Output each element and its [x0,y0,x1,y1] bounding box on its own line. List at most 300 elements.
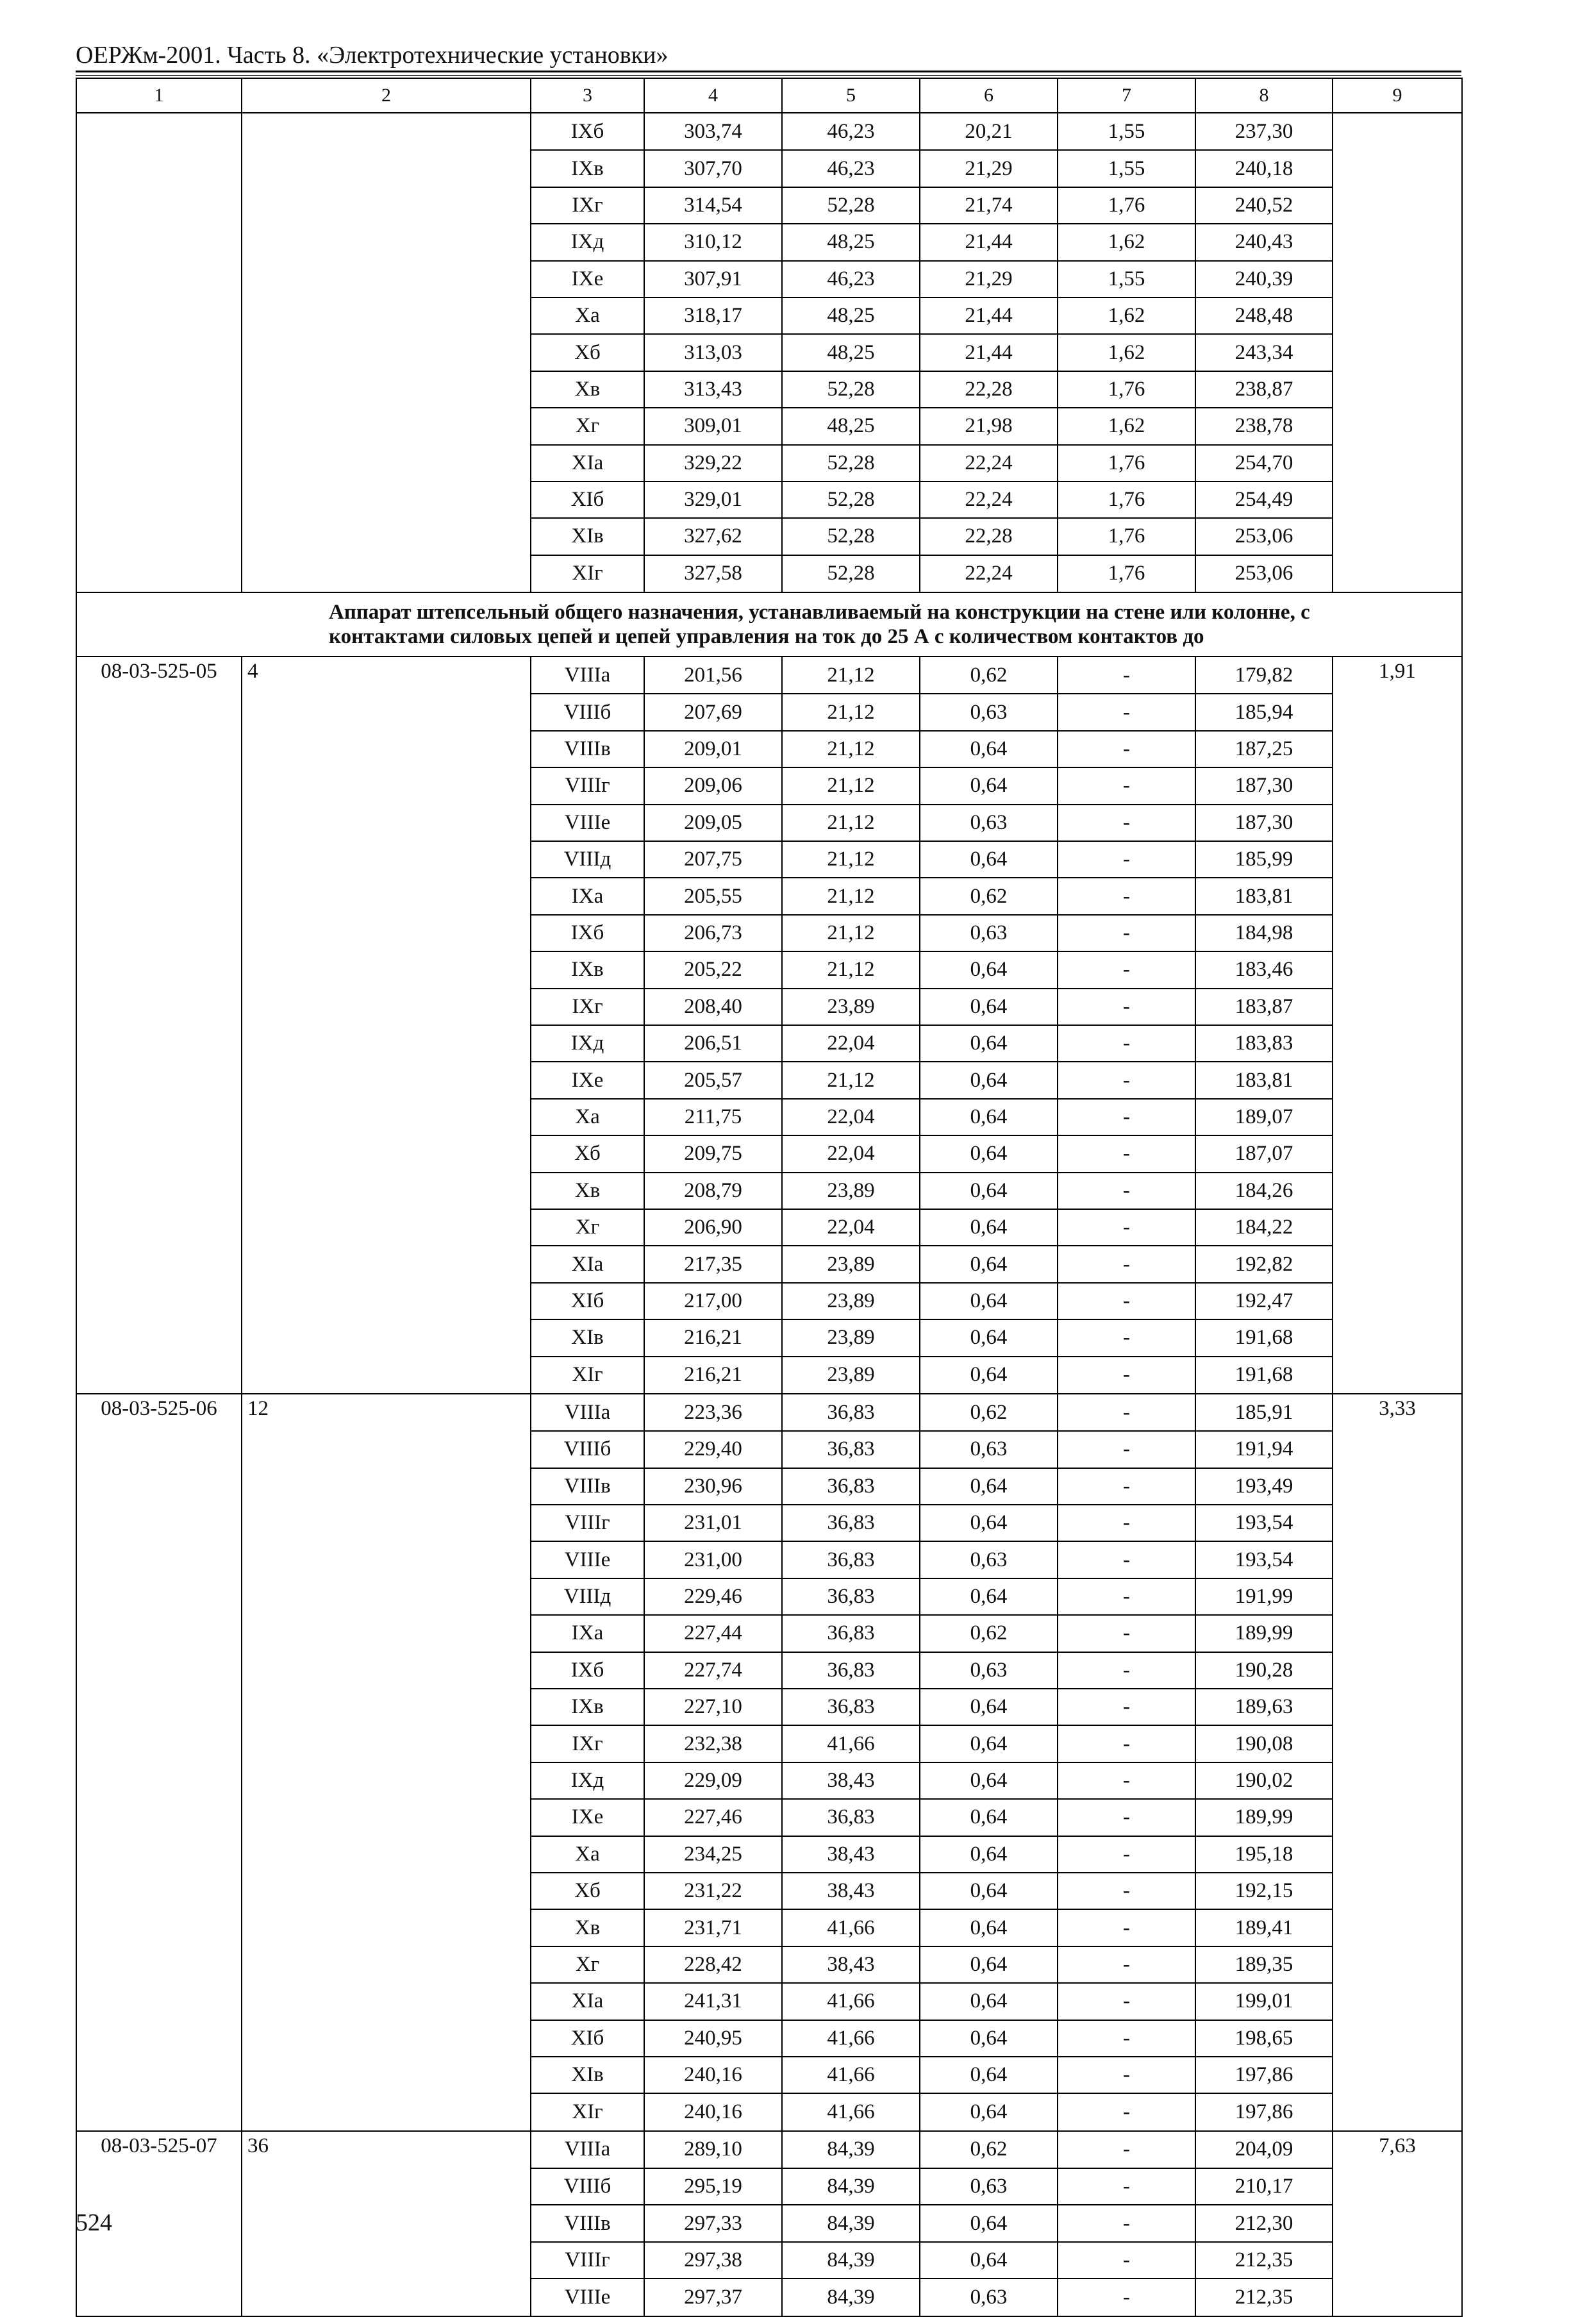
quantity-cell [242,408,531,444]
value-cell: VIIIг [531,1505,644,1541]
coefficient-cell [1333,334,1462,371]
value-cell: IXе [531,261,644,297]
table-row [76,657,1462,694]
value-cell: 36,83 [782,1505,920,1541]
value-cell: XIа [531,1246,644,1282]
value-cell: 38,43 [782,1836,920,1873]
coefficient-cell [1333,371,1462,408]
value-cell: 183,87 [1195,989,1333,1025]
value-cell: XIб [531,481,644,518]
value-cell: 0,64 [920,841,1058,878]
value-cell: 209,01 [644,731,782,767]
value-cell: 38,43 [782,1873,920,1909]
coefficient-cell [1333,2205,1462,2241]
value-cell: VIIIд [531,841,644,878]
value-cell: 1,62 [1058,224,1195,260]
value-cell: - [1058,1946,1195,1983]
value-cell: 229,40 [644,1431,782,1468]
rate-code-cell [76,1983,242,2020]
value-cell: 207,69 [644,694,782,730]
value-cell: 207,75 [644,841,782,878]
table-row [76,1062,1462,1098]
coefficient-cell [1333,1173,1462,1209]
value-cell: 238,78 [1195,408,1333,444]
value-cell: 0,64 [920,2205,1058,2241]
quantity-cell [242,1946,531,1983]
value-cell: 189,63 [1195,1689,1333,1725]
coefficient-cell [1333,1135,1462,1172]
coefficient-cell [1333,731,1462,767]
quantity-cell [242,1725,531,1762]
value-cell: - [1058,1025,1195,1062]
value-cell: 187,30 [1195,805,1333,841]
value-cell: 0,64 [920,2242,1058,2279]
table-row [76,2020,1462,2057]
quantity-cell [242,1135,531,1172]
value-cell: - [1058,1135,1195,1172]
value-cell: 189,41 [1195,1909,1333,1946]
value-cell: 0,64 [920,1283,1058,1319]
value-cell: Xв [531,1909,644,1946]
value-cell: 183,81 [1195,878,1333,914]
table-row [76,1468,1462,1505]
coefficient-cell [1333,150,1462,187]
value-cell: - [1058,951,1195,988]
value-cell: 22,24 [920,555,1058,592]
value-cell: 227,44 [644,1615,782,1652]
value-cell: - [1058,1652,1195,1689]
value-cell: - [1058,2168,1195,2205]
value-cell: 192,82 [1195,1246,1333,1282]
quantity-cell [242,1836,531,1873]
value-cell: VIIIб [531,694,644,730]
value-cell: 22,28 [920,518,1058,555]
value-cell: 303,74 [644,113,782,150]
quantity-cell [242,2279,531,2316]
value-cell: Xг [531,1209,644,1246]
rate-code-cell [76,1173,242,1209]
coefficient-cell [1333,1873,1462,1909]
value-cell: 223,36 [644,1394,782,1431]
value-cell: 183,81 [1195,1062,1333,1098]
value-cell: 192,15 [1195,1873,1333,1909]
table-row [76,1173,1462,1209]
coefficient-cell [1333,878,1462,914]
value-cell: VIIIв [531,2205,644,2241]
value-cell: - [1058,2242,1195,2279]
value-cell: VIIIг [531,767,644,804]
rate-code-cell [76,334,242,371]
coefficient-cell [1333,989,1462,1025]
table-row [76,1799,1462,1836]
coefficient-cell [1333,694,1462,730]
rate-code-cell [76,555,242,592]
rate-code-cell [76,518,242,555]
quantity-cell [242,951,531,988]
column-header: 9 [1333,78,1462,113]
quantity-cell [242,2020,531,2057]
value-cell: - [1058,657,1195,694]
value-cell: - [1058,1505,1195,1541]
value-cell: XIг [531,555,644,592]
value-cell: - [1058,1909,1195,1946]
table-row [76,1762,1462,1799]
rate-code-cell [76,1762,242,1799]
coefficient-cell [1333,1909,1462,1946]
value-cell: 1,62 [1058,297,1195,334]
value-cell: 241,31 [644,1983,782,2020]
table-row [76,1357,1462,1394]
value-cell: 36,83 [782,1431,920,1468]
quantity-cell [242,555,531,592]
value-cell: 309,01 [644,408,782,444]
coefficient-cell [1333,1062,1462,1098]
coefficient-cell [1333,2168,1462,2205]
table-row [76,2131,1462,2168]
value-cell: 230,96 [644,1468,782,1505]
value-cell: 22,04 [782,1209,920,1246]
table-row [76,1578,1462,1615]
value-cell: XIг [531,1357,644,1394]
value-cell: - [1058,694,1195,730]
value-cell: 197,86 [1195,2093,1333,2130]
value-cell: 23,89 [782,1283,920,1319]
header-rule-thin [76,75,1461,76]
value-cell: 46,23 [782,113,920,150]
rate-code-cell [76,805,242,841]
value-cell: IXб [531,1652,644,1689]
rate-code-cell [76,224,242,260]
table-row [76,1394,1462,1431]
value-cell: 1,76 [1058,518,1195,555]
quantity-cell [242,694,531,730]
value-cell: IXг [531,1725,644,1762]
value-cell: 36,83 [782,1468,920,1505]
table-row [76,518,1462,555]
value-cell: 0,64 [920,1799,1058,1836]
value-cell: 195,18 [1195,1836,1333,1873]
quantity-cell: 36 [242,2131,531,2168]
value-cell: 0,64 [920,1246,1058,1282]
coefficient-cell [1333,2057,1462,2093]
table-row [76,1873,1462,1909]
rate-code-cell [76,1319,242,1356]
value-cell: Xа [531,297,644,334]
value-cell: 210,17 [1195,2168,1333,2205]
rate-code-cell [76,1873,242,1909]
value-cell: 21,12 [782,951,920,988]
coefficient-cell [1333,1836,1462,1873]
value-cell: 201,56 [644,657,782,694]
coefficient-cell [1333,1689,1462,1725]
value-cell: 216,21 [644,1357,782,1394]
value-cell: 1,76 [1058,187,1195,224]
value-cell: 21,44 [920,224,1058,260]
column-header: 1 [76,78,242,113]
rate-code-cell [76,481,242,518]
value-cell: 84,39 [782,2205,920,2241]
value-cell: - [1058,1099,1195,1135]
value-cell: - [1058,1983,1195,2020]
value-cell: - [1058,1689,1195,1725]
value-cell: 0,63 [920,1652,1058,1689]
rate-code-cell [76,445,242,481]
value-cell: 208,79 [644,1173,782,1209]
coefficient-cell [1333,1652,1462,1689]
coefficient-cell [1333,915,1462,951]
value-cell: 297,33 [644,2205,782,2241]
value-cell: 185,91 [1195,1394,1333,1431]
value-cell: 313,43 [644,371,782,408]
value-cell: - [1058,1283,1195,1319]
value-cell: 52,28 [782,445,920,481]
table-row [76,1946,1462,1983]
rate-code-cell [76,1283,242,1319]
value-cell: 231,22 [644,1873,782,1909]
value-cell: 52,28 [782,518,920,555]
value-cell: 183,46 [1195,951,1333,988]
quantity-cell [242,1615,531,1652]
rate-code-cell [76,1799,242,1836]
rate-code-cell: 08-03-525-05 [76,657,242,694]
table-row [76,408,1462,444]
quantity-cell [242,1505,531,1541]
table-row [76,187,1462,224]
table-row [76,1836,1462,1873]
value-cell: 184,22 [1195,1209,1333,1246]
coefficient-cell [1333,1799,1462,1836]
value-cell: VIIIв [531,1468,644,1505]
table-row [76,1283,1462,1319]
rate-code-cell [76,694,242,730]
rate-code-cell [76,878,242,914]
table-row [76,1246,1462,1282]
table-row [76,445,1462,481]
table-row [76,297,1462,334]
value-cell: 1,55 [1058,150,1195,187]
table-row [76,334,1462,371]
quantity-cell: 4 [242,657,531,694]
quantity-cell [242,297,531,334]
value-cell: 234,25 [644,1836,782,1873]
value-cell: 307,91 [644,261,782,297]
value-cell: 21,12 [782,731,920,767]
value-cell: XIв [531,518,644,555]
value-cell: Xб [531,1873,644,1909]
quantity-cell [242,1431,531,1468]
coefficient-cell [1333,224,1462,260]
value-cell: XIа [531,1983,644,2020]
quantity-cell [242,1541,531,1578]
value-cell: 0,64 [920,1762,1058,1799]
rate-code-cell: 08-03-525-06 [76,1394,242,1431]
rate-code-cell [76,915,242,951]
value-cell: 295,19 [644,2168,782,2205]
value-cell: 191,68 [1195,1357,1333,1394]
table-row [76,481,1462,518]
quantity-cell [242,805,531,841]
value-cell: XIв [531,1319,644,1356]
rate-code-cell [76,1135,242,1172]
value-cell: 0,64 [920,1099,1058,1135]
table-row [76,1983,1462,2020]
value-cell: 211,75 [644,1099,782,1135]
value-cell: 191,99 [1195,1578,1333,1615]
value-cell: 0,64 [920,1725,1058,1762]
value-cell: - [1058,1209,1195,1246]
value-cell: 41,66 [782,1983,920,2020]
value-cell: 52,28 [782,371,920,408]
value-cell: 310,12 [644,224,782,260]
value-cell: 48,25 [782,334,920,371]
quantity-cell [242,2168,531,2205]
table-row [76,1909,1462,1946]
value-cell: 21,12 [782,805,920,841]
page-number: 524 [76,2209,112,2236]
table-row [76,2057,1462,2093]
value-cell: 21,12 [782,1062,920,1098]
quantity-cell [242,2093,531,2130]
value-cell: XIб [531,1283,644,1319]
value-cell: - [1058,1762,1195,1799]
value-cell: 41,66 [782,1909,920,1946]
rate-code-cell [76,113,242,150]
value-cell: 0,64 [920,2093,1058,2130]
coefficient-cell [1333,1725,1462,1762]
value-cell: 185,94 [1195,694,1333,730]
value-cell: 212,30 [1195,2205,1333,2241]
quantity-cell [242,2205,531,2241]
table-row [76,2093,1462,2130]
value-cell: 208,40 [644,989,782,1025]
rate-code-cell [76,1578,242,1615]
value-cell: 22,04 [782,1025,920,1062]
coefficient-cell [1333,2279,1462,2316]
value-cell: 0,63 [920,1541,1058,1578]
value-cell: - [1058,1431,1195,1468]
quantity-cell [242,731,531,767]
section-title [76,592,1462,657]
table-row [76,1025,1462,1062]
table-row [76,694,1462,730]
column-header: 5 [782,78,920,113]
value-cell: 0,63 [920,805,1058,841]
value-cell: - [1058,1394,1195,1431]
rate-code-cell [76,2242,242,2279]
value-cell: 189,35 [1195,1946,1333,1983]
value-cell: 36,83 [782,1615,920,1652]
value-cell: 0,63 [920,694,1058,730]
value-cell: 1,62 [1058,408,1195,444]
coefficient-cell [1333,1505,1462,1541]
quantity-cell [242,1173,531,1209]
value-cell: 36,83 [782,1541,920,1578]
value-cell: 0,64 [920,1468,1058,1505]
rate-code-cell [76,297,242,334]
value-cell: 22,04 [782,1135,920,1172]
rate-code-cell [76,150,242,187]
table-row [76,371,1462,408]
value-cell: 231,01 [644,1505,782,1541]
page-header-title: ОЕРЖм-2001. Часть 8. «Электротехнические установки» [76,42,669,69]
value-cell: IXд [531,224,644,260]
quantity-cell [242,224,531,260]
value-cell: 198,65 [1195,2020,1333,2057]
value-cell: XIб [531,2020,644,2057]
coefficient-cell [1333,2020,1462,2057]
value-cell: 193,54 [1195,1541,1333,1578]
value-cell: 36,83 [782,1578,920,1615]
value-cell: 1,76 [1058,555,1195,592]
rate-code-cell [76,1652,242,1689]
value-cell: IXв [531,1689,644,1725]
value-cell: 329,22 [644,445,782,481]
value-cell: 0,64 [920,1689,1058,1725]
table-row [76,2279,1462,2316]
value-cell: 21,44 [920,334,1058,371]
quantity-cell [242,1468,531,1505]
coefficient-cell [1333,518,1462,555]
coefficient-cell [1333,1946,1462,1983]
value-cell: - [1058,1468,1195,1505]
quantity-cell: 12 [242,1394,531,1431]
value-cell: 23,89 [782,1319,920,1356]
value-cell: 217,35 [644,1246,782,1282]
value-cell: 0,64 [920,767,1058,804]
table-row [76,989,1462,1025]
value-cell: - [1058,1319,1195,1356]
value-cell: 187,30 [1195,767,1333,804]
quantity-cell [242,334,531,371]
rate-code-cell [76,1246,242,1282]
column-header: 7 [1058,78,1195,113]
table-row [76,1615,1462,1652]
quantity-cell [242,1025,531,1062]
coefficient-cell [1333,2093,1462,2130]
quantity-cell [242,261,531,297]
value-cell: 0,64 [920,2057,1058,2093]
value-cell: IXб [531,915,644,951]
value-cell: 84,39 [782,2131,920,2168]
value-cell: 184,98 [1195,915,1333,951]
value-cell: 231,71 [644,1909,782,1946]
value-cell: - [1058,841,1195,878]
value-cell: - [1058,1873,1195,1909]
value-cell: VIIIа [531,2131,644,2168]
value-cell: 205,57 [644,1062,782,1098]
value-cell: VIIIа [531,1394,644,1431]
value-cell: 187,07 [1195,1135,1333,1172]
value-cell: 231,00 [644,1541,782,1578]
value-cell: 21,12 [782,767,920,804]
coefficient-cell [1333,767,1462,804]
value-cell: 48,25 [782,408,920,444]
coefficient-cell [1333,1578,1462,1615]
value-cell: IXг [531,187,644,224]
value-cell: 0,64 [920,1357,1058,1394]
value-cell: 21,12 [782,915,920,951]
coefficient-cell [1333,445,1462,481]
value-cell: 21,29 [920,261,1058,297]
value-cell: 36,83 [782,1689,920,1725]
value-cell: 21,12 [782,657,920,694]
coefficient-cell: 1,91 [1333,657,1462,694]
table-row [76,261,1462,297]
quantity-cell [242,1578,531,1615]
value-cell: IXв [531,150,644,187]
value-cell: 0,64 [920,989,1058,1025]
value-cell: 0,62 [920,1394,1058,1431]
